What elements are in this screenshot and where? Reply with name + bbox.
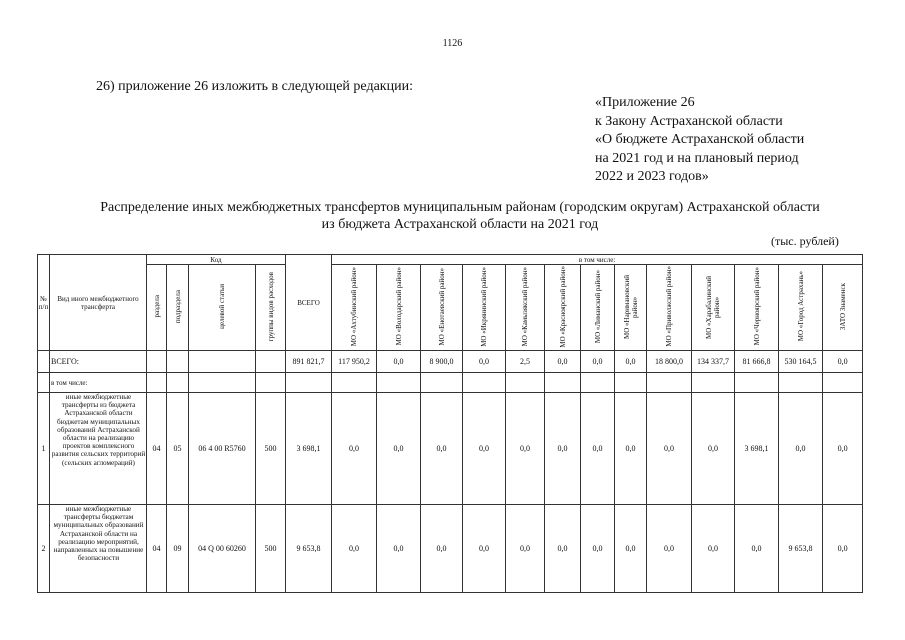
table-row <box>38 393 863 505</box>
total-cell: 3 698,1 <box>286 393 332 505</box>
district-header: МО «Приволжский район» <box>647 265 692 351</box>
district-value: 0,0 <box>615 351 647 373</box>
district-value: 0,0 <box>581 393 615 505</box>
title-line: Распределение иных межбюджетных трансфертов муниципальным районам (городским округам) Астраханской области <box>100 200 820 215</box>
district-value: 0,0 <box>581 505 615 593</box>
col-total-header: ВСЕГО <box>286 255 332 351</box>
district-value: 0,0 <box>377 351 421 373</box>
code-col-header: группы видов расходов <box>256 265 286 351</box>
district-value: 0,0 <box>463 393 506 505</box>
district-value: 0,0 <box>506 393 545 505</box>
code-col-header: подраздела <box>167 265 189 351</box>
district-header: МО «Лиманский район» <box>581 265 615 351</box>
section-code: 04 <box>147 393 167 505</box>
district-header: МО «Енотаевский район» <box>421 265 463 351</box>
district-value: 0,0 <box>545 505 581 593</box>
total-row <box>38 351 863 373</box>
district-value: 0,0 <box>615 505 647 593</box>
district-value: 530 164,5 <box>779 351 823 373</box>
units-label: (тыс. рублей) <box>771 234 839 248</box>
page-number: 1126 <box>442 38 463 49</box>
group-code: 500 <box>256 505 286 593</box>
district-header: МО «Наримановский район» <box>615 265 647 351</box>
appendix-line: «О бюджете Астраханской области <box>595 132 805 147</box>
group-code: 500 <box>256 393 286 505</box>
district-header: МО «Черноярский район» <box>735 265 779 351</box>
incl-row <box>38 373 863 393</box>
district-value: 0,0 <box>377 393 421 505</box>
intro-text: 26) приложение 26 изложить в следующей редакции: <box>96 79 413 94</box>
district-value: 0,0 <box>647 393 692 505</box>
target-code: 06 4 00 R5760 <box>189 393 256 505</box>
subsection-code: 09 <box>167 505 189 593</box>
col-num-header: № п/п <box>38 255 50 351</box>
district-value: 81 666,8 <box>735 351 779 373</box>
district-value: 0,0 <box>823 393 863 505</box>
appendix-line: на 2021 год и на плановый период <box>595 150 799 166</box>
document-title <box>40 199 880 233</box>
code-col-header: целевой статьи <box>189 265 256 351</box>
district-value: 0,0 <box>332 505 377 593</box>
transfers-table <box>37 254 863 593</box>
district-header: МО «Город Астрахань» <box>779 265 823 351</box>
district-value: 3 698,1 <box>735 393 779 505</box>
district-value: 18 800,0 <box>647 351 692 373</box>
appendix-line: к Закону Астраханской области <box>595 113 783 129</box>
district-value: 0,0 <box>647 505 692 593</box>
district-value: 0,0 <box>823 351 863 373</box>
district-value: 0,0 <box>692 393 735 505</box>
code-group-header: Код <box>147 255 286 265</box>
appendix-line: «Приложение 26 <box>595 95 695 110</box>
district-value: 0,0 <box>581 351 615 373</box>
row-number: 2 <box>38 505 50 593</box>
district-value: 0,0 <box>823 505 863 593</box>
district-header: МО «Красноярский район» <box>545 265 581 351</box>
district-value: 0,0 <box>545 393 581 505</box>
district-value: 0,0 <box>463 351 506 373</box>
table-row <box>38 505 863 593</box>
district-header: ЗАТО Знаменск <box>823 265 863 351</box>
district-value: 2,5 <box>506 351 545 373</box>
appendix-heading <box>595 94 804 187</box>
incl-label: в том числе: <box>50 373 147 393</box>
district-value: 0,0 <box>779 393 823 505</box>
district-value: 0,0 <box>545 351 581 373</box>
district-value: 134 337,7 <box>692 351 735 373</box>
district-header: МО «Ахтубинский район» <box>332 265 377 351</box>
target-code: 04 Q 00 60260 <box>189 505 256 593</box>
row-description: иные межбюджетные трансферты из бюджета Астраханской области бюджетам муниципальных образований Астраханской области на реализацию проектов комплексного развития сельских территорий (сельских агломераций) <box>50 393 147 505</box>
district-value: 9 653,8 <box>779 505 823 593</box>
district-value: 0,0 <box>332 393 377 505</box>
district-header: МО «Володарский район» <box>377 265 421 351</box>
district-header: МО «Камызякский район» <box>506 265 545 351</box>
total-cell: 9 653,8 <box>286 505 332 593</box>
district-value: 0,0 <box>421 393 463 505</box>
appendix-line: 2022 и 2023 годов» <box>595 169 709 184</box>
row-description: иные межбюджетные трансферты бюджетам муниципальных образований Астраханской области на реализацию мероприятий, направленных на повышение безопасности <box>50 505 147 593</box>
district-value: 0,0 <box>421 505 463 593</box>
district-value: 0,0 <box>506 505 545 593</box>
col-type-header: Вид иного межбюджетного трансферта <box>50 255 147 351</box>
district-value: 0,0 <box>463 505 506 593</box>
district-value: 0,0 <box>377 505 421 593</box>
district-value: 8 900,0 <box>421 351 463 373</box>
district-value: 0,0 <box>615 393 647 505</box>
district-value: 0,0 <box>692 505 735 593</box>
code-col-header: раздела <box>147 265 167 351</box>
title-line: из бюджета Астраханской области на 2021 год <box>321 217 599 232</box>
section-code: 04 <box>147 505 167 593</box>
total-row-label: ВСЕГО: <box>50 351 147 373</box>
district-value: 117 950,2 <box>332 351 377 373</box>
district-header: МО «Харабалинский район» <box>692 265 735 351</box>
total-cell: 891 821,7 <box>286 351 332 373</box>
subsection-code: 05 <box>167 393 189 505</box>
incl-group-header: в том числе: <box>332 255 863 265</box>
district-header: МО «Икрянинский район» <box>463 265 506 351</box>
row-number: 1 <box>38 393 50 505</box>
district-value: 0,0 <box>735 505 779 593</box>
